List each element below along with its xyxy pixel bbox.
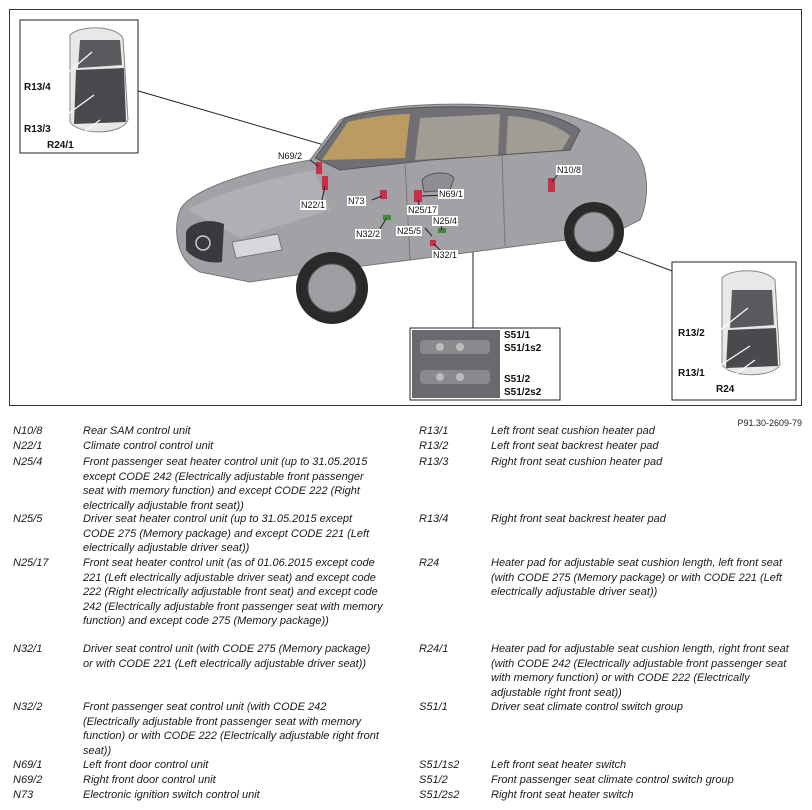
callout-n69-1: N69/1 xyxy=(439,189,464,199)
callout-n25-4: N25/4 xyxy=(433,216,458,226)
car-illustration xyxy=(10,10,802,406)
label-s51-2s2: S51/2s2 xyxy=(504,387,542,398)
callout-n10-8: N10/8 xyxy=(557,165,582,175)
callout-n25-5: N25/5 xyxy=(397,226,422,236)
callout-n32-2: N32/2 xyxy=(356,229,381,239)
callout-n32-1: N32/1 xyxy=(433,250,458,260)
callout-n73: N73 xyxy=(348,196,365,206)
label-s51-1: S51/1 xyxy=(504,330,531,341)
label-r13-2: R13/2 xyxy=(678,328,705,339)
label-r24: R24 xyxy=(716,384,735,395)
figure-reference: P91.30-2609-79 xyxy=(737,418,802,428)
label-r13-4: R13/4 xyxy=(24,82,51,93)
callout-n69-2: N69/2 xyxy=(278,151,303,161)
label-s51-1s2: S51/1s2 xyxy=(504,343,542,354)
label-r24-1: R24/1 xyxy=(47,140,74,151)
callout-n25-17: N25/17 xyxy=(408,205,438,215)
label-r13-3: R13/3 xyxy=(24,124,51,135)
label-s51-2: S51/2 xyxy=(504,374,531,385)
label-r13-1: R13/1 xyxy=(678,368,705,379)
callout-n22-1: N22/1 xyxy=(301,200,326,210)
illustration-frame xyxy=(9,9,802,406)
